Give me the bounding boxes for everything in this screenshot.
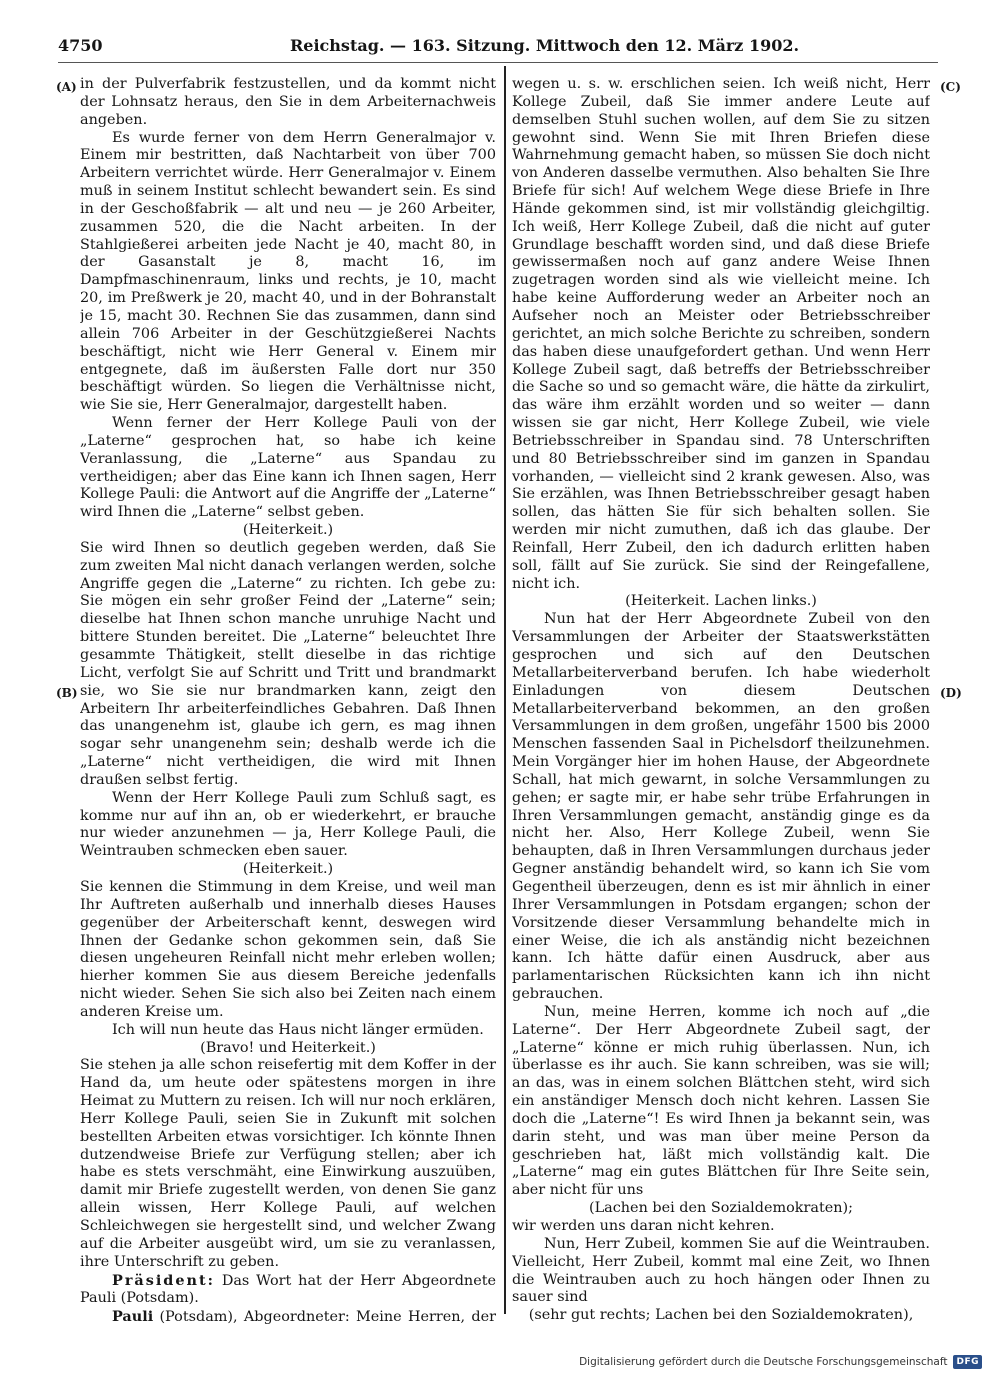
- paragraph: Nun, Herr Zubeil, kommen Sie auf die Weintrauben. Vielleicht, Herr Zubeil, kommt mal eine Zeit, wo Ihnen die Weintrauben auch zu hoch hängen oder Ihnen zu sauer sind: [512, 1235, 930, 1306]
- paragraph: Sie kennen die Stimmung in dem Kreise, und weil man Ihr Auftreten außerhalb und innerhalb dieses Hauses gegenüber der Arbeiterschaft kennt, deswegen wird Ihnen der Gedanke schon gekommen sein, daß Sie diesen ungeheuren Reinfall nicht mehr erleben wollen; hierher kommen Sie aus diesem Bereiche jedenfalls nicht wieder. Sehen Sie sich also bei Zeiten nach einem anderen Kreise um.: [80, 878, 496, 1020]
- reaction-note: (Bravo! und Heiterkeit.): [200, 1039, 376, 1056]
- speech-text: Das Wort hat der Herr Abgeordnete Pauli (Potsdam).: [80, 1272, 496, 1307]
- margin-mark-d: (D): [940, 686, 962, 700]
- paragraph: Wenn ferner der Herr Kollege Pauli von der „Laterne“ gesprochen hat, so habe ich keine Veranlassung, die „Laterne“ aus Spandau zu vertheidigen; aber das Eine kann ich Ihnen sagen, Herr Kollege Pauli: die Antwort auf die Angriffe der „Laterne“ wird Ihnen die „Laterne“ selbst geben.: [80, 415, 496, 521]
- reaction-note: (Heiterkeit. Lachen links.): [625, 593, 817, 610]
- paragraph: wegen u. s. w. erschlichen seien. Ich weiß nicht, Herr Kollege Zubeil, daß Sie immer andere Leute auf demselben Stuhl suchen wollen, auf dem Sie zu sitzen gewohnt sind. Wenn Sie mit Ihren Briefen diese Wahrnehmung gemacht haben, so müssen Sie doch nicht von Anderen dasselbe vermuthen. Also behalten Sie Ihre Briefe für sich! Auf welchem Wege diese Briefe in Ihre Hände gekommen sind, ist mir vollständig gleichgiltig. Ich weiß, Herr Kollege Zubeil, daß die nicht auf guter Grundlage beschafft worden sind, und daß diese Briefe gewissermaßen noch auf ganz andere Weise Ihnen zugetragen worden sind als wie vielleicht meine. Ich habe keine Aufforderung weder an Arbeiter noch an Aufseher noch an Meister oder Betriebsschreiber gerichtet, an mich solche Berichte zu schreiben, sondern das haben diese unaufgefordert gethan. Und wenn Herr Kollege Zubeil sagt, daß betreffs der Betriebsschreiber die Sache so und so gemacht wäre, die hätte da zirkulirt, das wäre ihm erzählt worden und so weiter — dann wissen sie gar nicht, Herr Kollege Zubeil, wie viele Betriebsschreiber in Spandau sind. 78 Unterschriften und 80 Betriebsschreiber sind im ganzen in Spandau vorhanden, — vielleicht sind 2 krank gewesen. Also, was Sie erzählen, was Ihnen Betriebsschreiber gesagt haben sollen, das hätten Sie für sich behalten sollen. Sie werden mir nicht zumuthen, daß ich das glaube. Der Reinfall, Herr Zubeil, den ich dadurch erlitten haben soll, fällt auf Sie zurück. Sie sind der Reingefallene, nicht ich.: [512, 76, 930, 592]
- column-divider: [504, 66, 506, 1314]
- reaction-note: (sehr gut rechts; Lachen bei den Sozialdemokraten),: [528, 1307, 914, 1324]
- funding-credit-text: Digitalisierung gefördert durch die Deutsche Forschungsgemeinschaft: [579, 1356, 948, 1368]
- dfg-logo: DFG: [953, 1355, 982, 1369]
- paragraph: Sie wird Ihnen so deutlich gegeben werden, daß Sie zum zweiten Mal nicht danach verlangen werden, solche Angriffe gegen die „Laterne“ zu richten. Ich gebe zu: Sie mögen ein sehr großer Feind der „Laterne“ sein; dieselbe hat Ihnen schon manche unruhige Nacht und bittere Stunden bereitet. Die „Laterne“ beleuchtet Ihre gesammte Thätigkeit, stellt dieselbe in das richtige Licht, verfolgt Sie auf Schritt und Tritt und brandmarkt sie, wo Sie sie nur brandmarken kann, zeigt den Arbeitern Ihr arbeiterfeindliches Gebahren. Daß Ihnen das unangenehm ist, glaube ich gern, es mag ihnen sogar sehr unangenehm sein; deshalb werde ich die „Laterne“ nicht vertheidigen, die wird mit Ihnen draußen selbst fertig.: [80, 539, 496, 788]
- speaker-name: Pauli: [112, 1308, 154, 1326]
- right-column: [512, 76, 930, 1326]
- header-rule: [58, 62, 938, 63]
- left-column: [80, 76, 496, 1326]
- speaker-name: Präsident:: [112, 1271, 215, 1289]
- margin-mark-c: (C): [940, 80, 961, 94]
- paragraph: in der Pulverfabrik festzustellen, und da kommt nicht der Lohnsatz heraus, den Sie in dem Arbeiternachweis angeben.: [80, 76, 496, 128]
- paragraph: Sie stehen ja alle schon reisefertig mit dem Koffer in der Hand da, um heute oder spätestens morgen in ihre Heimat zu Muttern zu reisen. Ich will nur noch erklären, Herr Kollege Pauli, seien Sie in Zukunft mit solchen bestellten Arbeiten etwas vorsichtiger. Ich könnte Ihnen dutzendweise Briefe zur Verfügung stellen; aber ich habe es stets verschmäht, eine Einwirkung auszuüben, damit mir Briefe zugestellt werden, von denen Sie ganz allein wissen, Herr Kollege Pauli, auf welchen Schleichwegen sie hergestellt sind, und welcher Zwang auf die Arbeiter ausgeübt wird, um sie zu veranlassen, ihre Unterschrift zu geben.: [80, 1057, 496, 1270]
- speech-text: (Potsdam), Abgeordneter: Meine Herren, der: [159, 1309, 496, 1326]
- reaction-note: (Heiterkeit.): [242, 861, 334, 878]
- page-number: 4750: [58, 36, 103, 55]
- paragraph: Wenn der Herr Kollege Pauli zum Schluß sagt, es komme nur auf ihn an, ob er wiederkehrt, er brauche nur wieder anzunehmen — ja, Herr Kollege Pauli, die Weintrauben schmecken eben sauer.: [80, 789, 496, 860]
- paragraph: wir werden uns daran nicht kehren.: [512, 1218, 775, 1234]
- paragraph: [512, 1325, 930, 1326]
- paragraph: Es wurde ferner von dem Herrn Generalmajor v. Einem mir bestritten, daß Nachtarbeit von über 700 Arbeitern verrichtet würde. Herr Generalmajor v. Einem muß in seinem Institut schlecht bewandert sein. Es sind in der Geschoßfabrik — alt und neu — je 260 Arbeiter, zusammen 520, die die Nacht arbeiten. In der Stahlgießerei arbeiten jede Nacht je 40, macht 80, in der Gasanstalt je 8, macht 16, im Dampfmaschinenraum, links und rechts, je 10, macht 20, im Preßwerk je 20, macht 40, und in der Bohranstalt je 15, macht 30. Rechnen Sie das zusammen, dann sind allein 706 Arbeiter in der Geschützgießerei Nachts beschäftigt, nicht wie Herr General v. Einem mir entgegnete, daß im äußersten Falle dort nur 350 beschäftigt würden. So liegen die Verhältnisse nicht, wie Sie sie, Herr Generalmajor, dargestellt haben.: [80, 129, 496, 414]
- paragraph: Nun hat der Herr Abgeordnete Zubeil von den Versammlungen der Arbeiter der Staatswerkstätten gesprochen und sich auf den Deutschen Metallarbeiterverband berufen. Ich habe wiederholt Einladungen von diesem Deutschen Metallarbeiterverband bekommen, an den großen Versammlungen in dem großen, ungefähr 1500 bis 2000 Menschen fassenden Saal in Pichelsdorf theilzunehmen. Mein Vorgänger hier im hohen Hause, der Abgeordnete Schall, hat mich gewarnt, in solche Versammlungen zu gehen; er sagte mir, er habe sehr trübe Erfahrungen in Ihren Versammlungen gemacht, anständig ginge es da nicht her. Also, Herr Kollege Zubeil, wenn Sie behaupten, daß in Ihren Versammlungen durchaus jeder Gegner anständig behandelt wird, so kann ich Sie vom Gegentheil überzeugen, denn es ist mir ähnlich in einer Ihrer Versammlungen in Potsdam ergangen; schon der Vorsitzende dieser Versammlung behandelte mich in einer Weise, die ich als anständig nicht bezeichnen kann. Ich hätte dafür einen Ausdruck, aber aus parlamentarischen Rücksichten kann ich ihn nicht gebrauchen.: [512, 611, 930, 1003]
- reaction-note: (Lachen bei den Sozialdemokraten);: [588, 1200, 854, 1217]
- paragraph: Ich will nun heute das Haus nicht länger ermüden.: [112, 1021, 484, 1038]
- speaker-paragraph: [80, 1272, 496, 1309]
- paragraph: Nun, meine Herren, komme ich noch auf „die Laterne“. Der Herr Abgeordnete Zubeil sagt, der „Laterne“ könne er mich ruhig überlassen. Nun, ich überlasse es ihr auch. Sie kann schreiben, was sie will; an das, was in einem solchen Blättchen steht, wird sich ein anständiger Mensch doch nicht kehren. Lassen Sie doch die „Laterne“! Es wird Ihnen ja bekannt sein, was darin steht, und was man über meine Person da geschrieben hat, läßt mich vollständig kalt. Die „Laterne“ mag ein gutes Blättchen für Ihre Seite sein, aber nicht für uns: [512, 1003, 930, 1199]
- running-head: Reichstag. — 163. Sitzung. Mittwoch den 12. März 1902.: [290, 36, 800, 55]
- running-header: [58, 34, 926, 60]
- reaction-note: (Heiterkeit.): [242, 522, 334, 539]
- speaker-paragraph: [80, 1308, 496, 1326]
- margin-mark-b: (B): [56, 686, 78, 700]
- footer-credit: [579, 1351, 982, 1373]
- margin-mark-a: (A): [56, 80, 77, 94]
